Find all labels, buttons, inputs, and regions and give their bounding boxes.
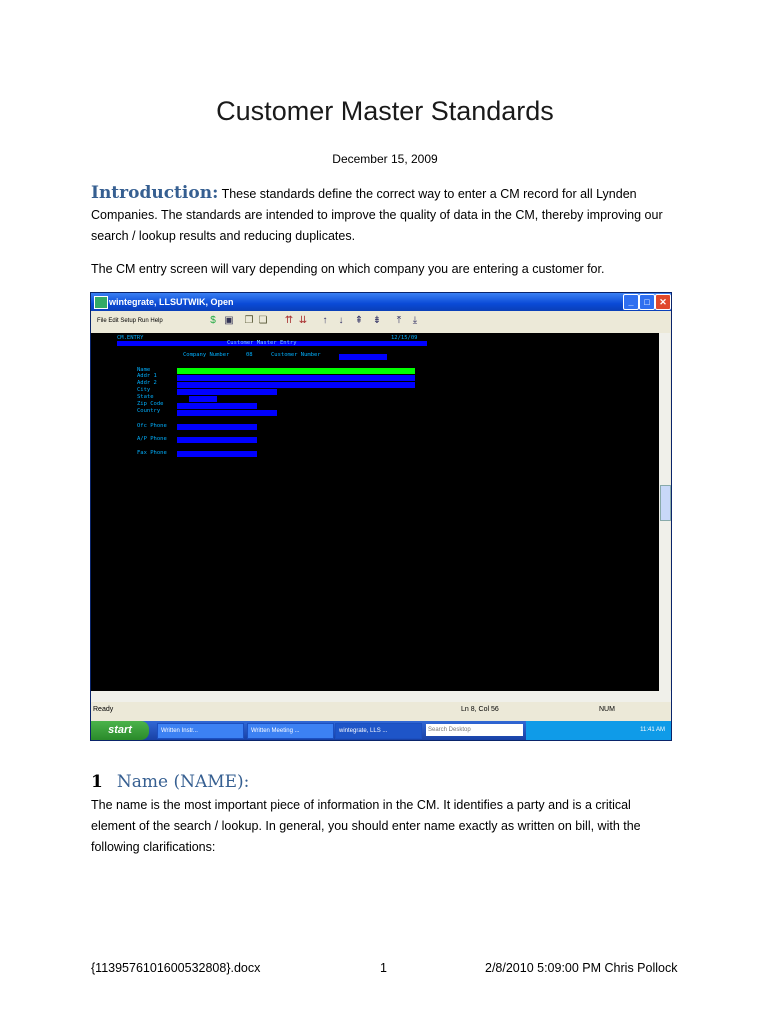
- document-date: December 15, 2009: [332, 152, 438, 166]
- company-label: Company Number: [183, 352, 230, 358]
- copy-icon[interactable]: ❐: [244, 315, 254, 326]
- zip-field[interactable]: [177, 403, 257, 409]
- ap-phone-label: A/P Phone: [137, 436, 167, 442]
- field-label-zip: Zip Code: [137, 401, 164, 407]
- clock: 11:41 AM: [640, 727, 665, 733]
- intro-heading: Introduction:: [91, 183, 219, 203]
- taskbar: [91, 721, 671, 740]
- field-label-name: Name: [137, 367, 151, 373]
- city-field[interactable]: [177, 389, 277, 395]
- term-program-name: CM.ENTRY: [117, 335, 144, 341]
- footer-page-number: 1: [380, 961, 387, 975]
- terminal-screen[interactable]: [91, 333, 659, 691]
- start-button[interactable]: start: [91, 721, 149, 740]
- field-label-state: State: [137, 394, 154, 400]
- section-1-title: Name (NAME):: [116, 772, 250, 792]
- fax-phone-field[interactable]: [177, 451, 257, 457]
- state-field[interactable]: [189, 396, 217, 402]
- field-label-addr2: Addr 2: [137, 380, 157, 386]
- desktop-search-input[interactable]: Search Desktop: [426, 724, 523, 736]
- minimize-icon[interactable]: _: [623, 294, 639, 310]
- addr1-field[interactable]: [177, 375, 415, 381]
- vertical-scroll-thumb[interactable]: [660, 485, 671, 521]
- transfer-up-icon[interactable]: ⇈: [284, 315, 294, 326]
- country-field[interactable]: [177, 410, 277, 416]
- paste-icon[interactable]: ❏: [258, 315, 268, 326]
- field-label-country: Country: [137, 408, 161, 414]
- horizontal-scrollbar[interactable]: [91, 691, 671, 702]
- taskbar-item-written-meeting[interactable]: Written Meeting ...: [247, 723, 334, 739]
- menubar: [91, 311, 671, 333]
- footer-filename: {113957610160053280​8}.docx: [91, 961, 261, 975]
- arrow-up-icon[interactable]: ↑: [322, 315, 328, 326]
- close-icon[interactable]: ✕: [655, 294, 671, 310]
- status-cursor: Ln 8, Col 56: [461, 706, 499, 713]
- maximize-icon[interactable]: □: [639, 294, 655, 310]
- field-label-addr1: Addr 1: [137, 373, 157, 379]
- customer-label: Customer Number: [271, 352, 321, 358]
- page-down-icon[interactable]: ⇟: [372, 315, 382, 326]
- status-num: NUM: [599, 706, 615, 713]
- section-1-heading: [91, 772, 249, 792]
- top-icon[interactable]: ⤒: [396, 315, 402, 326]
- fax-phone-label: Fax Phone: [137, 450, 167, 456]
- field-label-city: City: [137, 387, 151, 393]
- customer-number-field[interactable]: [339, 354, 387, 360]
- intro-text: These standards define the correct way to enter a CM record for all Lynden Companies. The standards are intended to improve the quality of data in the CM, thereby improving our search / lookup results and reducing duplicates.: [91, 187, 663, 243]
- company-value: 08: [246, 352, 253, 358]
- intro-paragraph: [91, 183, 676, 247]
- addr2-field[interactable]: [177, 382, 415, 388]
- section-1-paragraph: The name is the most important piece of information in the CM. It identifies a party and is a critical element of the search / lookup. In general, you should enter name exactly as written on bill, with the following clarifications:: [91, 798, 641, 854]
- screen-note-paragraph: The CM entry screen will vary depending on which company you are entering a customer for.: [91, 262, 605, 276]
- ap-phone-field[interactable]: [177, 437, 257, 443]
- page-up-icon[interactable]: ⇞: [354, 315, 364, 326]
- system-tray: [526, 721, 671, 740]
- app-icon: [94, 296, 108, 309]
- term-date: 12/15/09: [391, 335, 418, 341]
- taskbar-item-written-instr[interactable]: Written Instr...: [157, 723, 244, 739]
- document-title: Customer Master Standards: [216, 96, 554, 126]
- bottom-icon[interactable]: ⤓: [412, 315, 418, 326]
- window-titlebar: [91, 293, 671, 311]
- window-title: wintegrate, LLSUTWIK, Open: [109, 297, 234, 307]
- status-ready: Ready: [93, 706, 114, 713]
- screen-title: Customer Master Entry: [227, 340, 297, 346]
- ofc-phone-label: Ofc Phone: [137, 423, 167, 429]
- ofc-phone-field[interactable]: [177, 424, 257, 430]
- section-1-number: 1: [91, 772, 103, 792]
- arrow-down-icon[interactable]: ↓: [338, 315, 344, 326]
- terminal-icon[interactable]: ▣: [224, 315, 234, 326]
- transfer-down-icon[interactable]: ⇊: [298, 315, 308, 326]
- name-field[interactable]: [177, 368, 415, 374]
- status-bar: [91, 703, 671, 719]
- taskbar-item-wintegrate[interactable]: wintegrate, LLS ...: [335, 723, 422, 739]
- dollar-icon[interactable]: $: [210, 315, 216, 326]
- menu-items[interactable]: File Edit Setup Run Help: [97, 318, 163, 324]
- footer-timestamp: 2/8/2010 5:09:00 PM Chris Pollock: [485, 961, 678, 975]
- embedded-screenshot: [90, 292, 672, 741]
